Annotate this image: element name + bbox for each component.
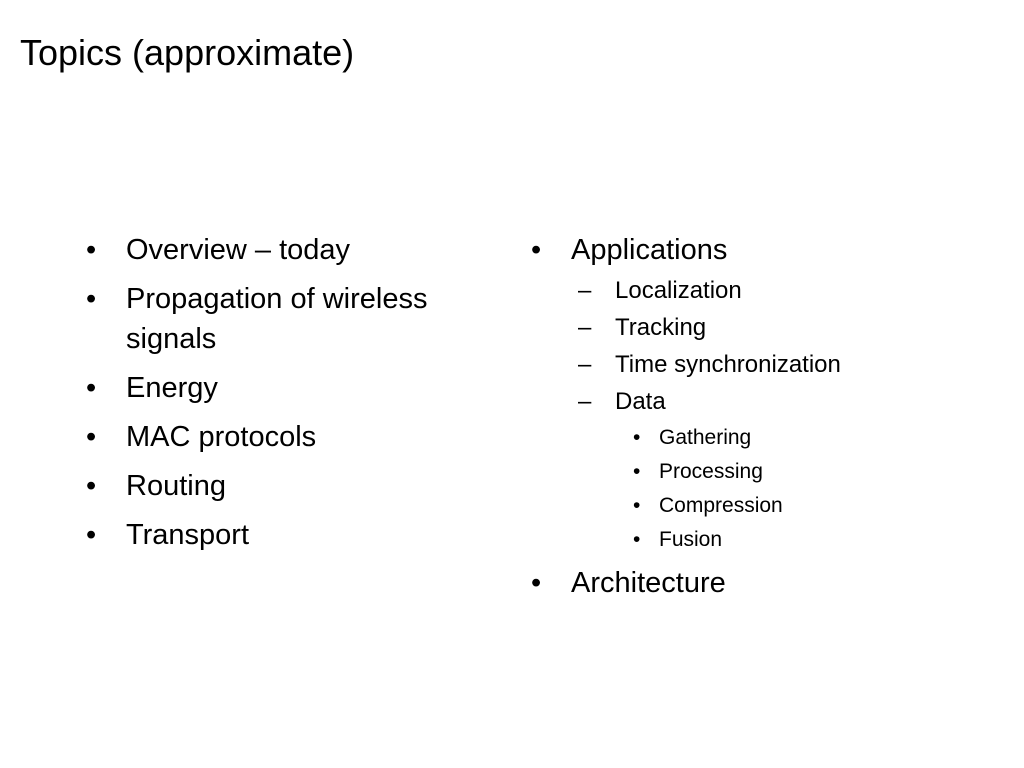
list-item bbox=[86, 368, 486, 408]
list-item-label: Transport bbox=[126, 519, 250, 551]
bullet-icon: • bbox=[86, 234, 97, 266]
bullet-icon: • bbox=[633, 426, 641, 449]
bullet-icon: • bbox=[633, 460, 641, 483]
list-item-label: Propagation of wireless signals bbox=[126, 283, 428, 355]
list-item-label: Routing bbox=[126, 470, 226, 502]
sub-list-item bbox=[531, 349, 931, 381]
sub-list-item-label: Localization bbox=[615, 277, 742, 304]
sub-sub-list-item bbox=[531, 424, 931, 452]
bullet-icon: • bbox=[86, 283, 97, 315]
dash-icon: – bbox=[578, 314, 592, 341]
sub-sub-list-item-label: Gathering bbox=[659, 426, 752, 449]
sub-list-item-label: Data bbox=[615, 388, 666, 415]
bullet-icon: • bbox=[86, 372, 97, 404]
sub-sub-list-item-label: Fusion bbox=[659, 528, 723, 551]
bullet-icon: • bbox=[86, 470, 97, 502]
sub-list-item bbox=[531, 312, 931, 344]
sub-sub-list-item-label: Processing bbox=[659, 460, 763, 483]
dash-icon: – bbox=[578, 277, 592, 304]
sub-list-item-label: Time synchronization bbox=[615, 351, 841, 378]
bullet-icon: • bbox=[633, 528, 641, 551]
sub-sub-list-item bbox=[531, 458, 931, 486]
list-item-applications bbox=[531, 230, 931, 270]
bullet-icon: • bbox=[86, 421, 97, 453]
slide-title: Topics (approximate) bbox=[20, 32, 355, 73]
dash-icon: – bbox=[578, 388, 592, 415]
list-item bbox=[86, 515, 486, 555]
list-item-label: Architecture bbox=[571, 567, 726, 599]
list-item bbox=[86, 417, 486, 457]
list-item-architecture bbox=[531, 563, 931, 603]
list-item-label: Energy bbox=[126, 372, 218, 404]
sub-sub-list-item bbox=[531, 526, 931, 554]
bullet-icon: • bbox=[531, 234, 542, 266]
list-item-label: Applications bbox=[571, 234, 728, 266]
list-item bbox=[86, 279, 486, 359]
right-bullet-list bbox=[531, 230, 931, 612]
bullet-icon: • bbox=[86, 519, 97, 551]
dash-icon: – bbox=[578, 351, 592, 378]
list-item bbox=[86, 230, 486, 270]
sub-list-item bbox=[531, 275, 931, 307]
left-bullet-list bbox=[86, 230, 486, 564]
sub-list-item bbox=[531, 386, 931, 418]
sub-list-item-label: Tracking bbox=[615, 314, 707, 341]
bullet-icon: • bbox=[531, 567, 542, 599]
bullet-icon: • bbox=[633, 494, 641, 517]
sub-sub-list-item-label: Compression bbox=[659, 494, 783, 517]
list-item bbox=[86, 466, 486, 506]
sub-sub-list-item bbox=[531, 492, 931, 520]
list-item-label: MAC protocols bbox=[126, 421, 317, 453]
list-item-label: Overview – today bbox=[126, 234, 351, 266]
